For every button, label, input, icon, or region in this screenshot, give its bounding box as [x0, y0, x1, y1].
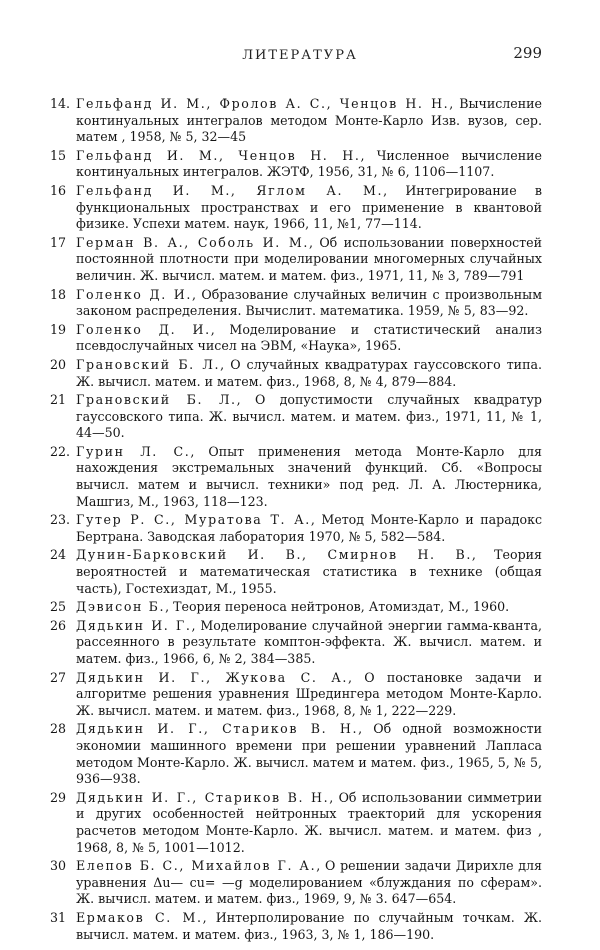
reference-number: 23. — [50, 512, 71, 528]
reference-text: Теория вероятностей и математическая статистика в технике (общая часть), Гостехиздат, М., 1955. — [76, 547, 542, 596]
reference-item: 17 Герман В. А., Соболь И. М., Об использовании поверхностей постоянной плотности при моделировании многомерных случайных величин. Ж. вычисл. матем. и матем. физ., 1971, 11, № 3, 789—791 — [50, 234, 542, 283]
reference-text: Вычисление континуальных интегралов методом Монте-Карло Изв. вузов, сер. матем , 1958, № 5, 32—45 — [76, 96, 542, 145]
reference-text: Теория переноса нейтронов, Атомиздат, М., 1960. — [173, 599, 510, 615]
reference-number: 17 — [50, 234, 67, 250]
reference-author: Ермаков С. М. — [76, 909, 203, 925]
reference-author: Дэвисон Б. — [76, 599, 166, 615]
reference-item: 28 Дядькин И. Г., Стариков В. Н., Об одной возможности экономии машинного времени при решении уравнений Лапласа методом Монте-Карло. Ж. вычисл. матем и матем. физ., 1965, 5, № 5, 936—938. — [50, 721, 542, 787]
reference-item: 30 Елепов Б. С., Михайлов Г. А., О решении задачи Дирихле для уравнения Δu— cu= —g моделированием «блуждания по сферам». Ж. вычисл. матем. и матем. физ., 1969, 9, № 3. 647—654. — [50, 858, 543, 907]
reference-author: Грановский Б. Л. — [76, 356, 221, 372]
reference-text: Численное вычисление континуальных интегралов. ЖЭТФ, 1956, 31, № 6, 1106—1107. — [76, 147, 542, 180]
reference-item: 22. Гурин Л. С., Опыт применения метода Монте-Карло для нахождения экстремальных значений функций. Сб. «Вопросы вычисл. матем и вычисл. техники» под ред. Л. А. Люстерника, Машгиз, М., 1963, 118—123. — [50, 443, 543, 509]
reference-item: 15 Гельфанд И. М., Ченцов Н. Н., Численное вычисление континуальных интегралов. ЖЭТФ, 1956, 31, № 6, 1106—1107. — [50, 147, 542, 180]
reference-text: О случайных квадратурах гауссовского типа. Ж. вычисл. матем. и матем. физ., 1968, 8, № 4, 879—884. — [76, 356, 542, 389]
reference-number: 26 — [50, 617, 67, 633]
reference-author: Гельфанд И. М., Фролов А. С., Ченцов Н. Н. — [76, 96, 450, 111]
reference-author: Гутер Р. С., Муратова Т. А. — [76, 512, 311, 528]
reference-author: Дунин-Барковский И. В., Смирнов Н. В. — [76, 547, 472, 563]
reference-text: Метод Монте-Карло и парадокс Бертрана. Заводская лаборатория 1970, № 5, 582—584. — [76, 512, 542, 544]
reference-author: Дядькин И. Г., Стариков В. Н. — [76, 721, 359, 737]
reference-number: 22. — [50, 443, 71, 459]
reference-item: 21 Грановский Б. Л., О допустимости случайных квадратур гауссовского типа. Ж. вычисл. матем. и матем. физ., 1971, 11, № 1, 44—50. — [50, 392, 542, 441]
reference-text: Интерполирование по случайным точкам. Ж. вычисл. матем. и матем. физ., 1963, 3, № 1, 186—190. — [76, 909, 542, 942]
reference-text: Об использовании поверхностей постоянной плотности при моделировании многомерных случайных величин. Ж. вычисл. матем. и матем. физ., 1971, 11, № 3, 789—791 — [76, 234, 542, 283]
reference-author: Гельфанд И. М., Ченцов Н. Н. — [76, 147, 361, 163]
reference-number: 25 — [50, 599, 67, 615]
reference-text: Опыт применения метода Монте-Карло для нахождения экстремальных значений функций. Сб. «Вопросы вычисл. матем и вычисл. техники» под ред. Л. А. Люстерника, Машгиз, М., 1963, 118—123. — [76, 443, 543, 509]
reference-author: Дядькин И. Г., Жукова С. А. — [76, 669, 349, 685]
reference-text: О постановке задачи и алгоритме решения уравнения Шредингера методом Монте-Карло. Ж. вычисл. матем. и матем. физ., 1968, 8, № 1, 222—229. — [76, 669, 542, 718]
reference-number: 14. — [50, 96, 71, 111]
reference-number: 18 — [50, 286, 67, 302]
reference-author: Герман В. А., Соболь И. М. — [76, 234, 309, 250]
reference-text: Моделирование случайной энергии гамма-кванта, рассеянного в результате комптон-эффекта. Ж. вычисл. матем. и матем. физ., 1966, 6, № 2, 384—385. — [76, 617, 542, 666]
reference-number: 16 — [50, 182, 67, 198]
reference-item: 25 Дэвисон Б., Теория переноса нейтронов, Атомиздат, М., 1960. — [50, 599, 510, 615]
reference-item: 20 Грановский Б. Л., О случайных квадратурах гауссовского типа. Ж. вычисл. матем. и матем. физ., 1968, 8, № 4, 879—884. — [50, 356, 542, 389]
reference-item: 19 Голенко Д. И., Моделирование и статистический анализ псевдослучайных чисел на ЭВМ, «Наука», 1965. — [50, 321, 542, 354]
reference-number: 24 — [50, 547, 67, 563]
reference-number: 19 — [50, 321, 67, 337]
reference-author: Елепов Б. С., Михайлов Г. А. — [76, 858, 317, 874]
reference-item: 31 Ермаков С. М., Интерполирование по случайным точкам. Ж. вычисл. матем. и матем. физ., 1963, 3, № 1, 186—190. — [50, 909, 542, 942]
reference-item: 23. Гутер Р. С., Муратова Т. А., Метод Монте-Карло и парадокс Бертрана. Заводская лаборатория 1970, № 5, 582—584. — [50, 512, 542, 544]
reference-author: Голенко Д. И. — [76, 286, 192, 302]
reference-number: 27 — [50, 669, 67, 685]
reference-text: Интегрирование в функциональных пространствах и его применение в квантовой физике. Успехи матем. наук, 1966, 11, №1, 77—114. — [76, 182, 542, 232]
reference-item: 14. Гельфанд И. М., Фролов А. С., Ченцов Н. Н., Вычисление континуальных интегралов методом Монте-Карло Изв. вузов, сер. матем , 1958, № 5, 32—45 — [50, 96, 542, 145]
reference-author: Голенко Д. И. — [76, 321, 211, 337]
reference-item: 29 Дядькин И. Г., Стариков В. Н., Об использовании симметрии и других особенностей нейтронных траекторий для ускорения расчетов методом Монте-Карло. Ж. вычисл. матем. и матем. физ , 1968, 8, № 5, 1001—1012. — [50, 789, 542, 855]
reference-author: Гурин Л. С. — [76, 443, 191, 459]
reference-number: 20 — [50, 356, 67, 372]
reference-item: 24 Дунин-Барковский И. В., Смирнов Н. В., Теория вероятностей и математическая статистика в технике (общая часть), Гостехиздат, М., 1955. — [50, 547, 542, 596]
reference-text: Об использовании симметрии и других особенностей нейтронных траекторий для ускорения расчетов методом Монте-Карло. Ж. вычисл. матем. и матем. физ , 1968, 8, № 5, 1001—1012. — [76, 789, 542, 855]
reference-number: 30 — [50, 858, 67, 874]
reference-text: Образование случайных величин с произвольным законом распределения. Вычислит. математика. 1959, № 5, 83—92. — [76, 286, 542, 319]
reference-item: 27 Дядькин И. Г., Жукова С. А., О постановке задачи и алгоритме решения уравнения Шредингера методом Монте-Карло. Ж. вычисл. матем. и матем. физ., 1968, 8, № 1, 222—229. — [50, 669, 542, 718]
reference-text: О решении задачи Дирихле для уравнения Δu— cu= —g моделированием «блуждания по сферам». Ж. вычисл. матем. и матем. физ., 1969, 9, № 3. 647—654. — [76, 858, 543, 907]
reference-number: 29 — [50, 789, 67, 805]
reference-author: Дядькин И. Г., Стариков В. Н. — [76, 789, 330, 805]
reference-number: 21 — [50, 392, 67, 408]
reference-author: Гельфанд И. М., Яглом А. М. — [76, 182, 384, 198]
reference-item: 16 Гельфанд И. М., Яглом А. М., Интегрирование в функциональных пространствах и его применение в квантовой физике. Успехи матем. наук, 1966, 11, №1, 77—114. — [50, 182, 542, 232]
reference-author: Грановский Б. Л. — [76, 392, 237, 408]
reference-author: Дядькин И. Г. — [76, 617, 192, 633]
reference-number: 15 — [50, 147, 67, 163]
reference-list — [0, 96, 600, 945]
reference-text: О допустимости случайных квадратур гауссовского типа. Ж. вычисл. матем. и матем. физ., 1971, 11, № 1, 44—50. — [76, 392, 542, 441]
page-number: 299 — [513, 44, 542, 62]
reference-number: 28 — [50, 721, 67, 737]
reference-text: Моделирование и статистический анализ псевдослучайных чисел на ЭВМ, «Наука», 1965. — [76, 321, 542, 354]
reference-item: 26 Дядькин И. Г., Моделирование случайной энергии гамма-кванта, рассеянного в результате комптон-эффекта. Ж. вычисл. матем. и матем. физ., 1966, 6, № 2, 384—385. — [50, 617, 542, 666]
reference-number: 31 — [50, 909, 67, 925]
reference-text: Об одной возможности экономии машинного времени при решении уравнений Лапласа методом Монте-Карло. Ж. вычисл. матем и матем. физ., 1965, 5, № 5, 936—938. — [76, 721, 542, 787]
running-head: ЛИТЕРАТУРА — [242, 48, 358, 63]
reference-item: 18 Голенко Д. И., Образование случайных величин с произвольным законом распределения. Вычислит. математика. 1959, № 5, 83—92. — [50, 286, 542, 319]
